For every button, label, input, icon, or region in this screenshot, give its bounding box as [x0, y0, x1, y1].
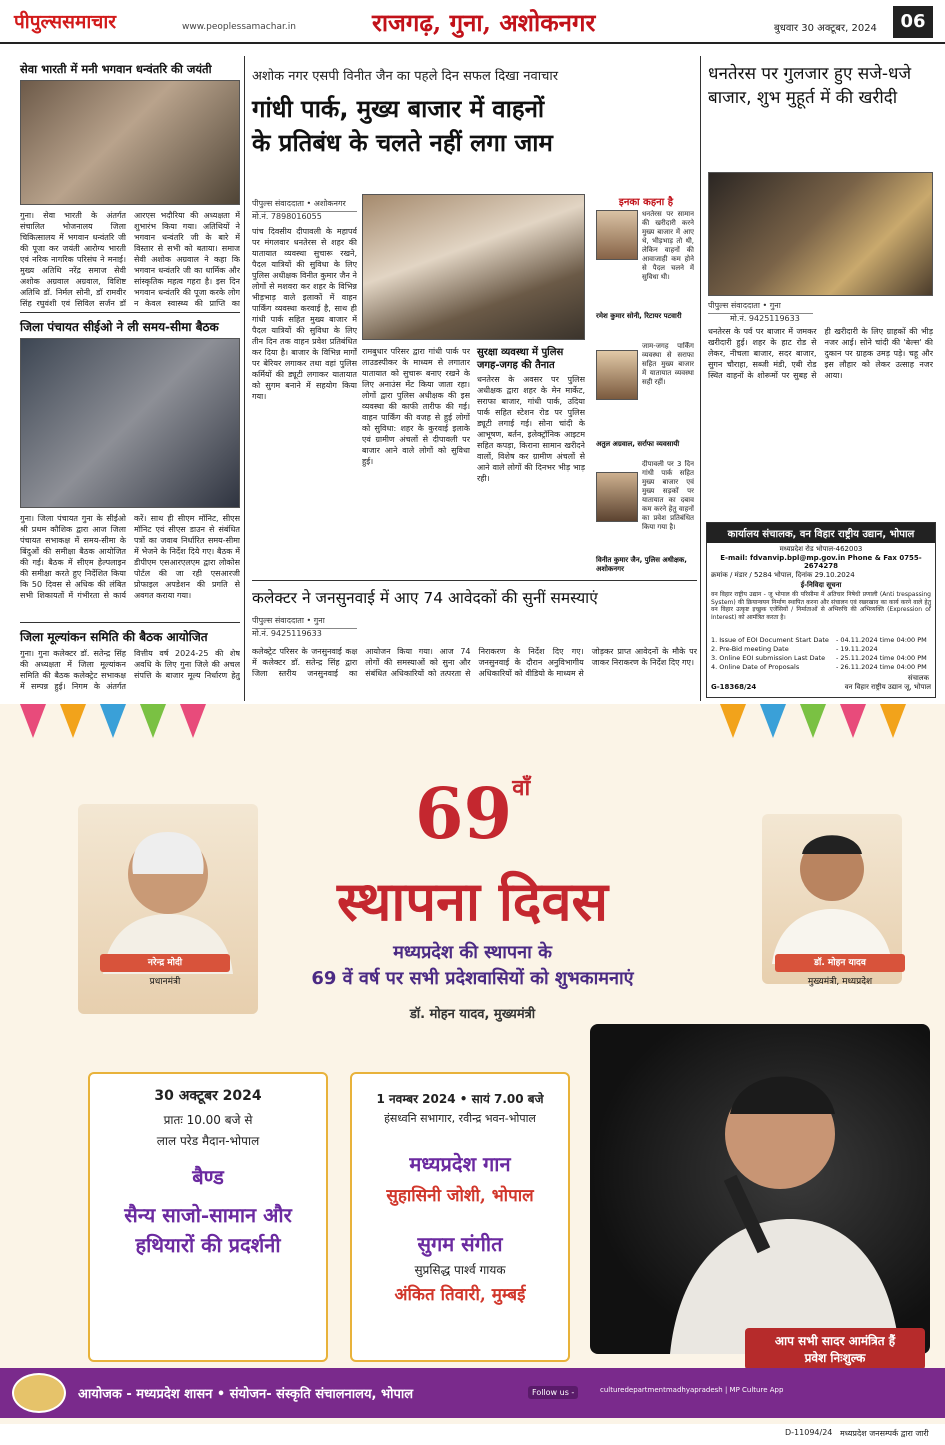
- follow-label: Follow us -: [528, 1386, 578, 1399]
- ad-signature: डॉ. मोहन यादव, मुख्यमंत्री: [409, 1007, 536, 1022]
- quote3-name: विनीत कुमार जैन, पुलिस अधीक्षक, अशोकनगर: [596, 556, 687, 573]
- quote1-name: रमेश कुमार सोनी, रिटायर पटवारी: [596, 312, 682, 320]
- story2-text: गुना। जिला पंचायत गुना के सीईओ श्री प्रथम कौशिक द्वारा आज जिला पंचायत सभाकक्ष में समय-सीमा के बिंदुओं की समीक्षा बैठक आयोजित की गई। बैठक में सीएम हेल्पलाइन की समीक्षा करते हुए निर्देशित किया कि 50 दिवस से अधिक की लंबित सभी शिकायतों में गंभीरता से कार्य करें। साथ ही सीएम मॉनिट, सीएस मॉनिट एवं सीएस डाउन से संबंधित पत्रों का जवाब निर्धारित समय-सीमा में भेजने के निर्देश दिये गए। बैठक में डीपीएम एसआरएलएम द्वारा लोकोस पोर्टल की जा रही एसआरजी प्रोफाइल अपडेशन की प्रगति से अवगत कराया गया।: [20, 514, 240, 600]
- event2-item1-by: सुहासिनी जोशी, भोपाल: [386, 1186, 534, 1206]
- ad-code: D-11094/24: [785, 1428, 833, 1437]
- divider: [20, 312, 240, 313]
- story3-title: जिला मूल्यांकन समिति की बैठक आयोजित: [20, 630, 208, 644]
- newspaper-logo: पीपुल्ससमाचार: [14, 11, 117, 33]
- main-street-photo: [362, 194, 585, 340]
- event1-item2: सैन्य साजो-सामान और हथियारों की प्रदर्शनी: [124, 1203, 292, 1257]
- tender-address: मध्यप्रदेश रोड भोपाल-462003: [779, 545, 863, 553]
- quote2-text: जाम-जगह पार्किंग व्यवस्था से सराफा सहित मुख्य बाजार में यातायात व्यवस्था सही रहीं।: [642, 342, 694, 386]
- quote1-text: धनतेरस पर सामान की खरीदारी करने मुख्य बाजार में आए थे, भीड़भाड़ तो थी, लेकिन वाहनों की आवाजाही कम होने से पैदल चलने में सुविधा थी।: [642, 210, 694, 281]
- main-headline: गांधी पार्क, मुख्य बाजार में वाहनों के प्रतिबंध के चलते नहीं लगा जाम: [252, 95, 553, 157]
- story1-photo: [20, 80, 240, 205]
- mp-emblem-icon: [12, 1373, 66, 1413]
- story2-title: जिला पंचायत सीईओ ने ली समय-सीमा बैठक: [20, 320, 219, 334]
- singer-photo: [590, 1024, 930, 1354]
- event1-date: 30 अक्टूबर 2024: [154, 1088, 262, 1104]
- cm-name: डॉ. मोहन यादव: [775, 954, 905, 972]
- event2-item1: मध्यप्रदेश गान: [409, 1152, 511, 1176]
- pm-role: प्रधानमंत्री: [149, 977, 181, 987]
- tender-notice: [706, 522, 936, 698]
- right-body: धनतेरस के पर्व पर बाजार में जमकर खरीदारी हुई। शहर के हाट रोड से लेकर, नीचला बाजार, सदर बाजार, सुगन चौराहा, सब्जी मंडी, एबी रोड स्थित वाहनों के शोरूमों पर सुबह से ही खरीदारी के लिए ग्राहकों की भीड़ नजर आई। सोने चांदी की 'बेल्स' की दुकान पर ग्राहक उमड़ पड़े। चहू और इस लौहार को लेकर उत्साह नजर आया।: [708, 327, 933, 380]
- masthead: [0, 0, 945, 44]
- tender-title: कार्यालय संचालक, वन विहार राष्ट्रीय उद्यान, भोपाल: [707, 523, 935, 543]
- tender-email: E-mail: fdvanvip.bpl@mp.gov.in Phone & Fax 0755-2674278: [720, 554, 922, 570]
- event1-venue: लाल परेड मैदान-भोपाल: [156, 1134, 260, 1148]
- divider: [252, 580, 697, 581]
- column-divider: [700, 56, 701, 701]
- tender-schedule: [707, 634, 935, 674]
- main-body3: धनतेरस के अवसर पर पुलिस अधीक्षक द्वारा शहर के मेन मार्केट, सराफा बाजार, गांधी पार्क, उदिया पार्क सहित स्टेशन रोड पर पुलिस ड्यूटी लगाई गई। सोना चांदी के आभूषण, बर्तन, इलेक्ट्रॉनिक आइटम सहित कपड़ा, किराना सामान खरीदने वालों, विशेष कर ग्रामीण अंचलों से आने वाले लोगों की दिनभर भीड़ भाड़ रही।: [477, 375, 585, 483]
- event2-date: 1 नवम्बर 2024 • सायं 7.00 बजे: [376, 1092, 544, 1106]
- schedule-row: 4. Online Date of Proposals - 26.11.2024 time 04:00 PM: [711, 663, 927, 671]
- event2-item2: सुगम संगीत: [417, 1232, 503, 1256]
- quote3-text: दीपावली पर 3 दिन गांधी पार्क सहित मुख्य बाजार एवं मुख्य सड़कों पर यातायात का दबाव कम करने हेतु वाहनों का प्रवेश प्रतिबंधित किया गया है।: [642, 460, 694, 531]
- event1-item1: बैण्ड: [192, 1165, 224, 1189]
- singer-silhouette: [590, 1024, 930, 1354]
- right-mobile: मो.नं. 9425119633: [730, 314, 800, 323]
- collector-body: कलेक्ट्रेट परिसर के जनसुनवाई कक्ष में कलेक्टर डॉ. सतेन्द्र सिंह द्वारा जिला स्तरीय जनसुनवाई का आयोजन किया गया। आज 74 लोगों की समस्याओं को सुना और संबंधित अधिकारियों को तत्परता से निराकरण के निर्देश दिए गए। जनसुनवाई के दौरान अनुविभागीय अधिकारियों को वीडियो के माध्यम से जोड़कर प्राप्त आवेदनों के मौके पर जाकर निराकरण के निर्देश दिए गए।: [252, 647, 697, 678]
- story1-title: सेवा भारती में मनी भगवान धन्वंतरि की जयंती: [20, 62, 212, 76]
- quotes-head: इनका कहना है: [618, 197, 674, 208]
- collector-mobile: मो.नं. 9425119633: [252, 629, 322, 638]
- pm-name: नरेन्द्र मोदी: [100, 954, 230, 972]
- schedule-row: 2. Pre-Bid meeting Date - 19.11.2024: [711, 645, 878, 653]
- collector-headline: कलेक्टर ने जनसुनवाई में आए 74 आवेदकों की सुनीं समस्याएं: [252, 589, 598, 607]
- tender-code: G-18368/24: [711, 683, 757, 691]
- event2-venue: हंसध्वनि सभागार, रवीन्द्र भवन-भोपाल: [384, 1112, 536, 1125]
- cm-role: मुख्यमंत्री, मध्यप्रदेश: [807, 977, 873, 987]
- event1-time: प्रातः 10.00 बजे से: [163, 1113, 253, 1127]
- tender-ref: क्रमांक / मंडार / 5284 भोपाल, दिनांक 29.10.2024: [711, 571, 855, 579]
- main-body1: पांच दिवसीय दीपावली के महापर्व पर मंगलवार धनतेरस से शहर की यातायात व्यवस्था सुचारू रखने, पैदल यात्रियों की सुविधा के लिए पुलिस अधीक्षक विनीत कुमार जैन ने लोगों से मशवरा कर शहर के विभिन्न भीड़भाड़ वाले इलाकों में वाहन पार्किंग व्यवस्था करवाई है, साथ ही गांधी पार्क सहित मुख्य बाजार में पैदल यात्रियों की सुविधा के लिए तीन दिन तक वाहन प्रवेश प्रतिबंधित कर दिया है। बाजार के विभिन्न मार्गों पर बेरियर लगाकर तथा वहां पुलिस कर्मियों की ड्यूटी लगाकर यातायात को सुगम बनाने में सहयोग किया गया।: [252, 227, 357, 401]
- right-headline: धनतेरस पर गुलजार हुए सजे-धजे बाजार, शुभ मुहूर्त में की खरीदी: [708, 64, 912, 108]
- ad-credit: मध्यप्रदेश जनसम्पर्क द्वारा जारी: [840, 1429, 929, 1438]
- invite-text: आप सभी सादर आमंत्रित हैं: [774, 1334, 896, 1348]
- entry-text: प्रवेश निःशुल्क: [804, 1351, 866, 1365]
- collector-byline: पीपुल्स संवाददाता • गुना: [252, 615, 357, 629]
- event2-box: [350, 1072, 570, 1362]
- quote2-name: अतुल अग्रवाल, सर्राफा व्यवसायी: [596, 440, 680, 448]
- event2-item2-role: सुप्रसिद्ध पार्श्व गायक: [414, 1263, 506, 1277]
- event1-box: [88, 1072, 328, 1362]
- quote3-photo: [596, 472, 638, 522]
- region-title: राजगढ़, गुना, अशोकनगर: [372, 8, 596, 37]
- main-kicker: अशोक नगर एसपी विनीत जैन का पहले दिन सफल दिखा नवाचार: [252, 69, 559, 84]
- story3-text: गुना। गुना कलेक्टर डॉ. सतेन्द्र सिंह की अध्यक्षता में जिला मूल्यांकन समिति की बैठक कलेक्ट्रेट सभाकक्ष में सम्पन्न हुई। निगम के अंतर्गत वित्तीय वर्ष 2024-25 की शेष अवधि के लिए गुना जिले की अचल संपत्ति के बाजार मूल्य निर्धारण हेतु: [20, 649, 240, 691]
- column-divider: [244, 56, 245, 701]
- story2-photo: [20, 338, 240, 508]
- tender-body: वन विहार राष्ट्रीय उद्यान - जू भोपाल की परिसीमा में अतिचार निषेधी प्रणाली (Anti trespassing System) की क्रियान्वयन निर्माण स्थापित करना और संचालन एवं रखरखाव का कार्य करने वाले हेतु वन विहार उत्कृष्ट इच्छुक एजेंसियों / निर्माताओं से अभिरुचि की अभिव्यक्ति (Expression of Interest) को आमंत्रित करता है।: [711, 591, 931, 621]
- tender-signer: संचालक: [907, 674, 929, 682]
- tender-footer: [707, 683, 935, 692]
- social-handle[interactable]: culturedepartmentmadhyapradesh | MP Culture App: [600, 1386, 784, 1394]
- website-url[interactable]: www.peoplessamachar.in: [182, 22, 296, 32]
- tender-notice-label: ई-निविदा सूचना: [800, 581, 842, 589]
- main-body2: रामबुधार परिसर द्वारा गांधी पार्क पर लाउडस्पीकर के माध्यम से लगातार यातायात को सुचारू बनाए रखने के लिए अनाउंस मेंट किया जाता रहा। लोगों द्वारा पुलिस अधीक्षक की इस व्यवस्था की काफी तारीफ की गई। वाहन पार्किंग की वजह से हुई लोगों को सुविधा: शहर के कुरवाई इलाके एवं ग्रामीण अंचलों से दीपावली पर बाजार आने वाले लोगों को सुविधा हुई।: [362, 347, 470, 466]
- quote1-photo: [596, 210, 638, 260]
- edition-date: बुधवार 30 अक्टूबर, 2024: [774, 23, 877, 34]
- ad-title: स्थापना दिवस: [336, 869, 609, 933]
- ad-footer-text: आयोजक - मध्यप्रदेश शासन • संयोजन- संस्कृति संचालनालय, भोपाल: [78, 1387, 414, 1402]
- ad-line1: मध्यप्रदेश की स्थापना के: [393, 942, 552, 963]
- quote2-photo: [596, 350, 638, 400]
- ad-line2: 69 वें वर्ष पर सभी प्रदेशवासियों को शुभकामनाएं: [311, 968, 634, 989]
- ad-number: 69वाँ: [414, 772, 531, 855]
- right-photo: [708, 172, 933, 296]
- invite-banner: [745, 1328, 925, 1370]
- tender-signer-org: वन विहार राष्ट्रीय उद्यान जू, भोपाल: [844, 683, 931, 691]
- schedule-row: 3. Online EOI submission Last Date - 25.11.2024 time 04:00 PM: [711, 654, 927, 662]
- page-number: 06: [893, 6, 933, 38]
- schedule-row: 1. Issue of EOI Document Start Date - 04.11.2024 time 04:00 PM: [711, 636, 927, 644]
- main-mobile: मो.नं. 7898016055: [252, 212, 322, 221]
- event2-item2-by: अंकित तिवारी, मुम्बई: [394, 1285, 526, 1305]
- divider: [20, 622, 240, 623]
- ad-footer-band: [0, 1368, 945, 1418]
- main-byline: पीपुल्स संवाददाता • अशोकनगर: [252, 198, 357, 212]
- foundation-day-ad: [0, 704, 945, 1424]
- main-subhead: सुरक्षा व्यवस्था में पुलिस जगह-जगह की तैनात: [477, 347, 564, 371]
- right-byline: पीपुल्स संवाददाता • गुना: [708, 300, 813, 314]
- story1-text: गुना। सेवा भारती के अंतर्गत संचालित भोजनालय जिला चिकित्सालय में भगवान धन्वंतरि जी की पूजा कर जयंती आरोग्य भारती एवं नरिक नागरिक परिसंघ ने मनाई। मुख्य अतिथि नरेंद्र समाज सेवी अशोक अग्रवाल अग्रवाल, विशिष्ट अतिथि डॉ. निर्मल सोनी, डॉ रामवीर सिंह रघुवंशी एवं सिविल सर्जन डॉ आरएस भदौरिया की अध्यक्षता में शुभारंभ किया गया। अतिथियों ने भगवान धन्वंतरि जी के बारे में विस्तार से सभी को बताया। समाज सेवी अशोक अग्रवाल ने कहा कि भगवान धन्वंतरि जी का धार्मिक और सांस्कृतिक महत्व गहरा है। इस दिन भगवान धन्वंतरि की पूजा करके लोग न केवल स्वास्थ्य की प्राप्ति का: [20, 211, 240, 308]
